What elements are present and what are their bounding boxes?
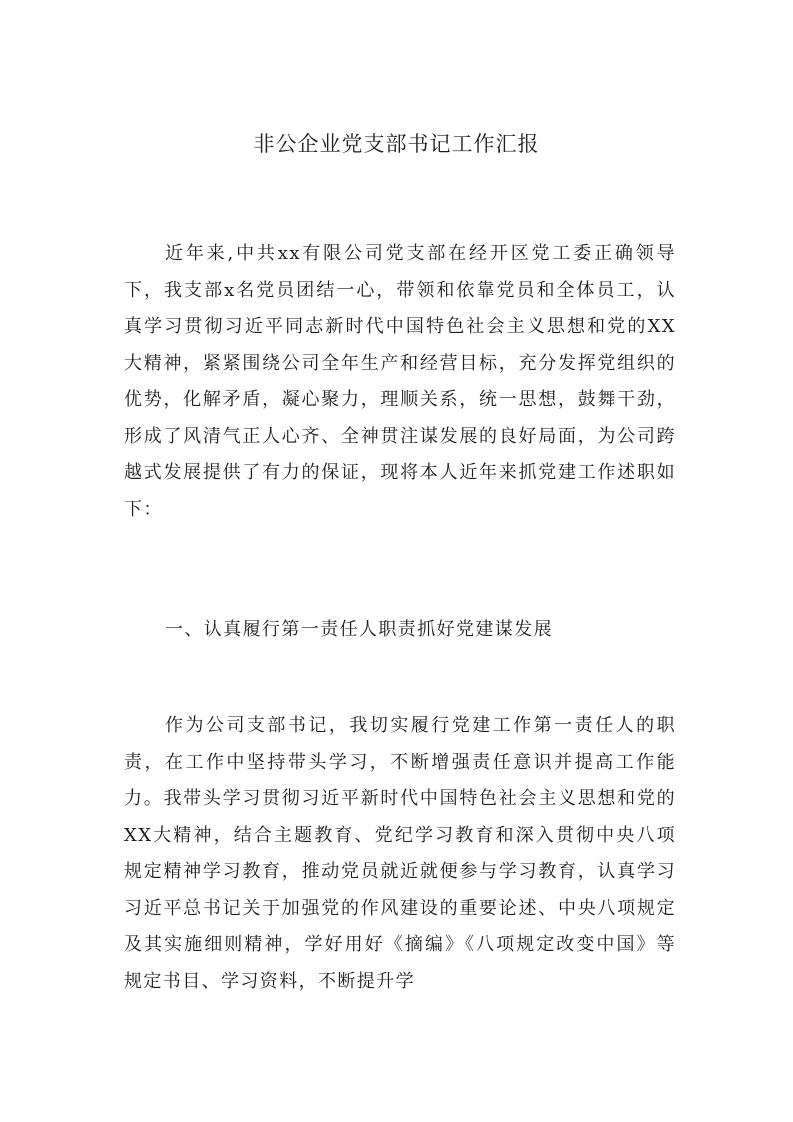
paragraph-intro: 近年来,中共xx有限公司党支部在经开区党工委正确领导下，我支部x名党员团结一心，带领和依靠党员和全体员工，认真学习贯彻习近平同志新时代中国特色社会主义思想和党的XX大精神，紧紧围绕公司全年生产和经营目标，充分发挥党组织的优势，化解矛盾，凝心聚力，理顺关系，统一思想，鼓舞干劲，形成了风清气正人心齐、全神贯注谋发展的良好局面，为公司跨越式发展提供了有力的保证，现将本人近年来抓党建工作述职如下： [124,243,676,520]
paragraph-section-1: 作为公司支部书记，我切实履行党建工作第一责任人的职责，在工作中坚持带头学习，不断增强责任意识并提高工作能力。我带头学习贯彻习近平新时代中国特色社会主义思想和党的XX大精神，结合主题教育、党纪学习教育和深入贯彻中央八项规定精神学习教育，推动党员就近就便参与学习教育，认真学习习近平总书记关于加强党的作风建设的重要论述、中央八项规定及其实施细则精神，学好用好《摘编》《八项规定改变中国》等规定书目、学习资料，不断提升学 [124,715,676,992]
document-title: 非公企业党支部书记工作汇报 [253,132,540,156]
section-heading-1: 一、认真履行第一责任人职责抓好党建谋发展 [165,619,553,640]
